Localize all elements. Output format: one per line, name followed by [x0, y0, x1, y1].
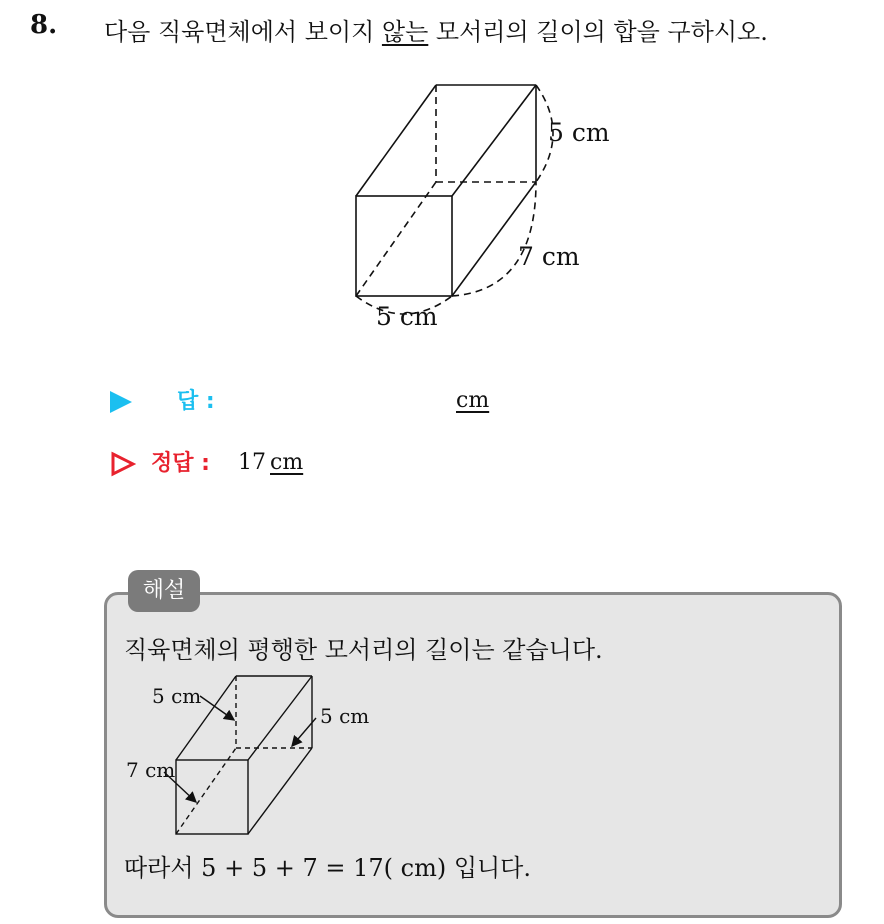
question-number: 8.	[30, 10, 58, 40]
explanation-line-1: 직육면체의 평행한 모서리의 길이는 같습니다.	[124, 636, 603, 664]
explanation-label-7cm: 7 cm	[126, 758, 176, 782]
question-text-after: 모서리의 길이의 합을 구하시오.	[428, 18, 768, 46]
depth-label: 7 cm	[518, 242, 580, 271]
explanation-label-5cm-right: 5 cm	[320, 704, 370, 728]
answer-label: 답 :	[177, 389, 215, 414]
play-outline-icon	[110, 451, 136, 477]
question-text	[104, 12, 768, 47]
correct-label: 정답 :	[151, 451, 210, 476]
width-label: 5 cm	[376, 302, 438, 331]
answer-unit-text: cm	[456, 388, 490, 413]
cuboid-figure	[340, 70, 630, 340]
explanation-line-2: 따라서 5 + 5 + 7 = 17( cm) 입니다.	[124, 854, 531, 882]
answer-unit	[456, 388, 489, 413]
arrow-vertical	[200, 696, 234, 720]
explanation-tag: 해설	[128, 570, 200, 612]
correct-unit: cm	[270, 450, 304, 475]
answer-row	[110, 384, 215, 415]
correct-value	[238, 450, 303, 475]
height-label: 5 cm	[548, 118, 610, 147]
question-text-underlined: 않는	[381, 18, 429, 46]
question-text-before: 다음 직육면체에서 보이지	[104, 18, 382, 46]
correct-number: 17	[238, 450, 266, 475]
correct-row	[110, 446, 210, 477]
front-face	[356, 196, 452, 296]
explanation-label-5cm-top: 5 cm	[152, 684, 202, 708]
hidden-edge-depth	[356, 182, 436, 296]
play-icon	[110, 391, 132, 413]
